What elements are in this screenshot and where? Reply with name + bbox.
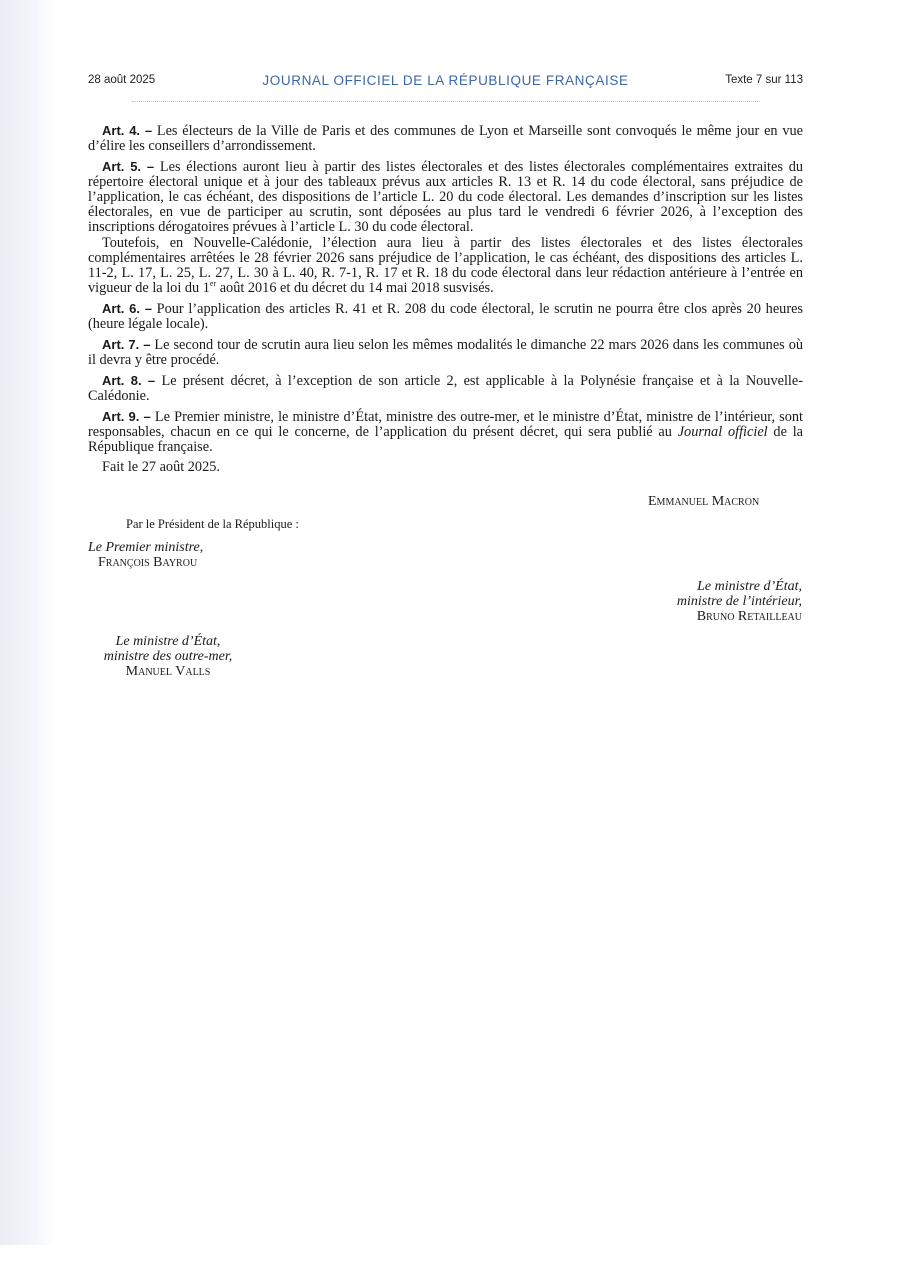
outremer-title-line-2: ministre des outre-mer, [103, 649, 233, 664]
article-6-label: Art. 6. – [102, 301, 152, 316]
article-9 [88, 409, 803, 455]
article-7 [88, 337, 803, 368]
article-4-label: Art. 4. – [102, 123, 153, 138]
article-7-text: Le second tour de scrutin aura lieu selon les mêmes modalités le dimanche 22 mars 2026 dans les communes où il devra y être procédé. [88, 337, 803, 368]
president-signature: Emmanuel Macron [648, 494, 760, 509]
article-5-label: Art. 5. – [102, 159, 155, 174]
interieur-name: Bruno Retailleau [696, 609, 802, 624]
article-9-text-b: de la République française. [88, 424, 804, 455]
article-8-label: Art. 8. – [102, 373, 156, 388]
article-5-p2-text-b: août 2016 et du décret du 14 mai 2018 susvisés. [216, 280, 494, 296]
article-9-label: Art. 9. – [102, 409, 151, 424]
interieur-title-line-1: Le ministre d’État, [697, 579, 802, 594]
header-divider [132, 101, 760, 102]
left-margin-strip [0, 0, 56, 1245]
article-7-label: Art. 7. – [102, 337, 151, 352]
outremer-name: Manuel Valls [125, 664, 211, 679]
journal-title: JOURNAL OFFICIEL DE LA RÉPUBLIQUE FRANÇAISE [262, 73, 629, 88]
page-number: Texte 7 sur 113 [725, 74, 803, 86]
par-le-president: Par le Président de la République : [126, 517, 299, 531]
article-9-text-a: Le Premier ministre, le ministre d’État, ministre des outre-mer, et le ministre d’État, ministre de l’intérieur, sont responsables, chacun en ce qui le concerne, de l’application du présent décret, qui sera publié au [88, 409, 803, 440]
pm-signature-block [88, 540, 203, 570]
fait-date [88, 460, 803, 475]
article-5 [88, 159, 803, 235]
interieur-title-line-2: ministre de l’intérieur, [676, 594, 802, 609]
article-4 [88, 123, 803, 154]
page-header [88, 74, 803, 92]
pm-title: Le Premier ministre, [88, 540, 204, 555]
pm-name: François Bayrou [98, 555, 198, 570]
decree-body [88, 123, 803, 480]
article-4-text: Les électeurs de la Ville de Paris et des communes de Lyon et Marseille sont convoqués le même jour en vue d’élire les conseillers d’arrondissement. [88, 123, 803, 154]
interieur-signature-block [677, 579, 802, 624]
fait-text: Fait le 27 août 2025. [102, 459, 220, 475]
article-6 [88, 301, 803, 332]
article-8 [88, 373, 803, 404]
article-6-text: Pour l’application des articles R. 41 et R. 208 du code électoral, le scrutin ne pourra être clos après 20 heures (heure légale locale). [88, 301, 803, 332]
article-5-text: Les élections auront lieu à partir des listes électorales et des listes électorales complémentaires extraites du répertoire électoral unique et à jour des tableaux prévus aux articles R. 13 et R. 14 du code électoral, sans préjudice de l’application, le cas échéant, des dispositions de l’article L. 20 du code électoral. Les demandes d’inscription sur les listes électorales, en vue de participer au scrutin, sont déposées au plus tard le vendredi 6 février 2026, à l’exception des inscriptions dérogatoires prévues à l’article L. 30 du code électoral. [88, 159, 804, 235]
article-5-p2-superscript: er [209, 279, 217, 289]
article-9-journal-italic: Journal officiel [677, 424, 768, 440]
outremer-signature-block [86, 634, 250, 679]
header-date: 28 août 2025 [88, 74, 156, 86]
article-5-p2-text-a: Toutefois, en Nouvelle-Calédonie, l’élection aura lieu à partir des listes électorales et des listes électorales complémentaires arrêtées le 28 février 2026 sans préjudice de l’application, le cas échéant, des dispositions des articles L. 11-2, L. 17, L. 25, L. 27, L. 30 à L. 40, R. 7-1, R. 17 et R. 18 du code électoral dans leur rédaction antérieure à l’entrée en vigueur de la loi du 1 [88, 235, 803, 296]
outremer-title-line-1: Le ministre d’État, [115, 634, 221, 649]
article-5-paragraph-2 [88, 236, 803, 296]
article-8-text: Le présent décret, à l’exception de son article 2, est applicable à la Polynésie française et à la Nouvelle-Calédonie. [88, 373, 804, 404]
